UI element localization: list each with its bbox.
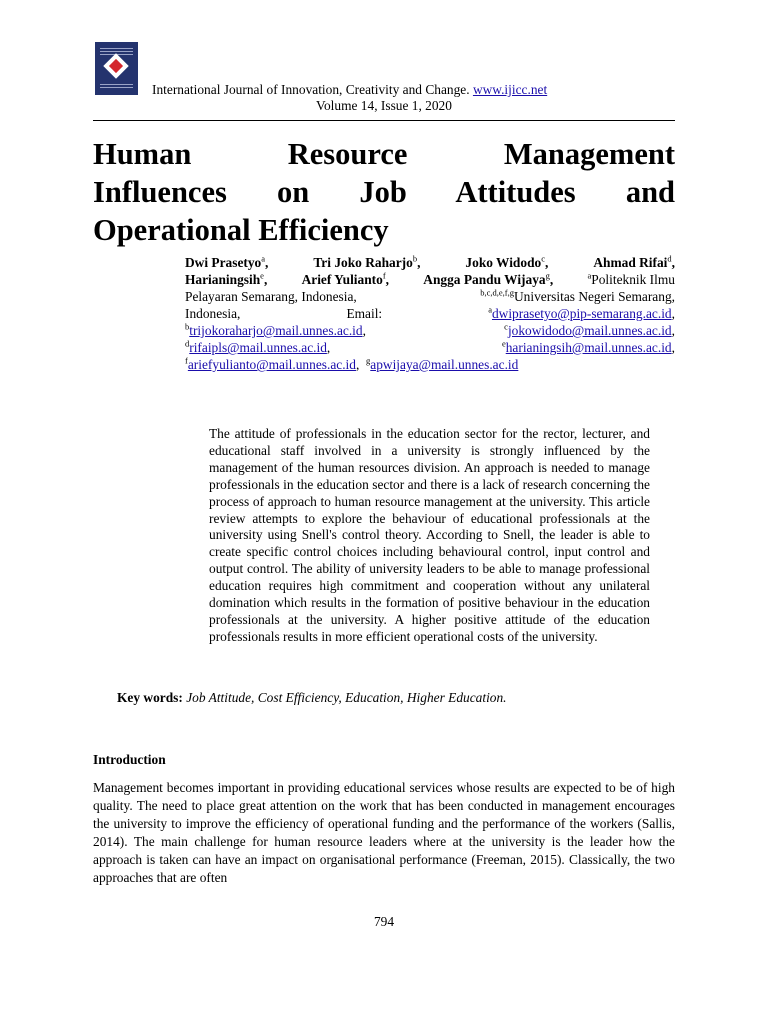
author-name: Ahmad Rifai [593,255,668,270]
author-line-4: Indonesia, Email: $^a$dwiprasetyo@pip-semarang.ac.id, [185,304,675,321]
email-label: Email: [346,306,383,321]
author-line-5: $^b$trijokoraharjo@mail.unnes.ac.id, $^c$jokowidodo@mail.unnes.ac.id, [185,321,675,338]
email-link[interactable]: ariefyulianto@mail.unnes.ac.id [187,357,356,372]
title-line-1: Human Resource Management [93,137,675,171]
section-heading: Introduction [93,752,166,767]
section-body: Management becomes important in providing educational services whose results are expected to be of high quality. The need to place great attention on the work that has been conducted in management encourages the university to improve the efficiency of operational funding and the performance of the workers (Sallis, 2014). The main challenge for human resource leaders where at the university is the leader how the approach is taken can have an impact on organisational performance (Freeman, 2015). Classically, the two approaches that are often [93,780,675,885]
journal-name: International Journal of Innovation, Creativity and Change. [152,82,470,97]
email-link[interactable]: dwiprasetyo@pip-semarang.ac.id [491,306,672,321]
author-line-2: Harianingsih$^e$, Arief Yulianto$^f$, Angga Pandu Wijaya$^g$, $^a$Politeknik Ilmu [185,270,675,287]
email-link[interactable]: trijokoraharjo@mail.unnes.ac.id [189,323,363,338]
author-line-7: $^f$ariefyulianto@mail.unnes.ac.id, $^g$apwijaya@mail.unnes.ac.id [185,355,519,372]
page-number: 794 [373,914,395,929]
author-name: Arief Yulianto [301,272,383,287]
affiliation: Pelayaran Semarang, Indonesia, [185,289,357,304]
volume-issue: Volume 14, Issue 1, 2020 [316,98,452,113]
email-link[interactable]: rifaipls@mail.unnes.ac.id [189,340,327,355]
author-line-3: Pelayaran Semarang, Indonesia, $^{b,c,d,e,f,g}$Universitas Negeri Semarang, [185,287,675,304]
journal-url-link[interactable]: www.ijicc.net [472,82,548,97]
author-name: Joko Widodo [465,255,542,270]
title-line-3: Operational Efficiency [93,213,389,247]
affiliation: Universitas Negeri Semarang, [513,289,675,304]
keywords [117,690,507,706]
journal-header [152,82,547,98]
header-rule [93,120,675,121]
keywords-text: Job Attitude, Cost Efficiency, Education, Higher Education. [186,690,507,705]
email-link[interactable]: apwijaya@mail.unnes.ac.id [370,357,519,372]
keywords-label: Key words: [117,690,183,705]
journal-logo [95,42,138,95]
abstract: The attitude of professionals in the education sector for the rector, lecturer, and educational staff involved in a university is strongly influenced by the management of the human resources division. An approach is needed to manage professionals in the education sector and there is a lack of research concerning the process of approach to human resource management at the university. This article review attempts to explore the behaviour of educational professionals at the university using Snell's control theory. According to Snell, the leader is able to create specific control choices including behavioural control, input control and output control. The ability of university leaders to be able to manage professional education requires high commitment and cooperation without any unilateral domination which results in the formation of positive behaviour in the education professionals at the university. A higher positive attitude of the education professionals results in more efficient operational costs of the university. [209,426,650,644]
author-name: Tri Joko Raharjo [313,255,413,270]
author-line-1: Dwi Prasetyo$^a$, Tri Joko Raharjo$^b$, Joko Widodo$^c$, Ahmad Rifai$^d$, [185,253,675,270]
paper-title [93,135,675,249]
author-name: Harianingsih [185,272,261,287]
email-link[interactable]: harianingsih@mail.unnes.ac.id [505,340,672,355]
author-name: Angga Pandu Wijaya [423,272,546,287]
author-block [185,254,675,373]
author-name: Dwi Prasetyo [185,255,262,270]
author-line-6: $^d$rifaipls@mail.unnes.ac.id, $^e$harianingsih@mail.unnes.ac.id, [185,338,675,355]
email-link[interactable]: jokowidodo@mail.unnes.ac.id [507,323,672,338]
title-line-2: Influences on Job Attitudes and [93,175,675,209]
affiliation: Politeknik Ilmu [591,272,675,287]
